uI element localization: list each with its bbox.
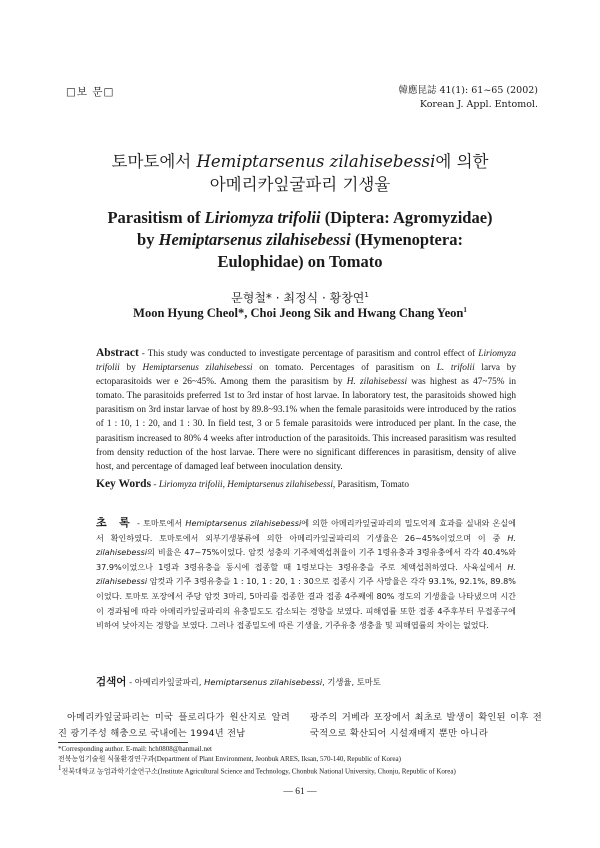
korean-keywords — [96, 674, 526, 689]
korean-keywords-text: - 아메리카잎굴파리, — [126, 677, 205, 687]
korean-abstract-species-short: H. zilahisebessi — [96, 561, 516, 587]
footnotes — [58, 745, 558, 777]
keywords: Key Words - Liriomyza trifolii, Hemiptarsenus zilahisebessi, Parasitism, Tomato — [96, 478, 410, 490]
korean-abstract-text: 에 의한 아메리카잎굴파리의 밀도억제 효과를 실내와 온실에서 확인하였다. 토마토에서 외부기생봉류에 의한 아메리카잎굴파리의 기생율은 26~45%이었으며 이 중 — [96, 518, 517, 543]
abstract-heading: Abstract — [96, 347, 139, 359]
body-left-column: 아메리카잎굴파리는 미국 플로리다가 원산지로 알려진 광기주성 해충으로 국내에는 1994년 전남 — [58, 712, 290, 739]
abstract-text: was highest as 47~75% in tomato. The parasitoids preferred 1st to 3rd instar of host larvae. In laboratory test, the parasitoids showed high parasitism on 3rd instar larvae of host by 89.8~93.1% when the female parasitoids were introduced by the ratios of 1 : 10, 1 : 20, and 1 : 30. In field test, 3 or 5 female parasitoids were introduced per plant. In the case, the parasitism increased to 80% 4 weeks after introduction of the parasitoids. This increased parasitism was resulted from density reduction of the host larvae. There were no significant differences in parasitism, density of alive host, and percentage of damaged leaf between inoculation density. — [96, 377, 516, 472]
authors-en — [0, 306, 600, 321]
abstract-text: - This study was conducted to investigate percentage of parasitism and control effect of — [138, 349, 479, 359]
journal-citation-ko: 韓應昆誌 41(1): 61~65 (2002) — [398, 85, 538, 96]
keyword-parasitoid: Hemiptarsenus zilahisebessi — [227, 480, 333, 490]
body-right-column: 광주의 거베라 포장에서 최초로 발생이 확인된 이후 전국적으로 확산되어 시설재배지 뿐만 아니라 — [310, 712, 542, 739]
title-en-parasitoid: Hemiptarsenus zilahisebessi — [158, 230, 351, 249]
title-en-order: (Diptera: Agromyzidae) — [320, 208, 493, 227]
korean-abstract-text: - 토마토에서 — [133, 518, 186, 528]
abstract — [96, 346, 516, 474]
title-ko-text-end: 에 의한 — [435, 152, 489, 171]
corresponding-author: *Corresponding author. E-mail: hch0808@hanmail.net — [58, 745, 212, 753]
english-title — [0, 207, 600, 273]
korean-abstract-heading: 초 록 — [96, 516, 134, 529]
keywords-rest: , Parasitism, Tomato — [332, 480, 410, 490]
korean-keywords-text: , 기생율, 토마토 — [322, 677, 381, 687]
title-en-by: by — [137, 230, 159, 249]
affiliation-mark: 1 — [364, 291, 369, 299]
authors-ko — [0, 289, 600, 306]
korean-keywords-heading: 검색어 — [96, 676, 127, 688]
abstract-parasitoid: Hemiptarsenus zilahisebessi — [142, 363, 253, 374]
title-en-text: Parasitism of — [107, 208, 205, 227]
abstract-host-short: L. trifolii — [436, 363, 475, 374]
korean-abstract-species-short: H. zilahisebessi — [96, 532, 516, 558]
authors-ko-names: 문형철* · 최정식 · 황창연 — [231, 291, 365, 305]
title-ko-text: 토마토에서 — [111, 152, 197, 171]
keywords-separator: - — [151, 480, 159, 490]
abstract-host: Liriomyza trifolii — [96, 349, 516, 374]
abstract-text: larva by ectoparasitoids wer e 26~45%. Among them the parasitism by — [96, 363, 516, 388]
affiliation-2-text: 전북대학교 농업과학기술연구소(Institute Agricultural Science and Technology, Chonbuk National University, Chonju, Republic of Korea) — [61, 767, 456, 776]
journal-citation-en: Korean J. Appl. Entomol. — [419, 99, 538, 110]
title-ko-species: Hemiptarsenus zilahisebessi — [196, 152, 436, 171]
korean-abstract-text: 암컷과 기주 3령유충을 1 : 10, 1 : 20, 1 : 30으로 접종시 기주 사망율은 각각 93.1%, 92.1%, 89.8% 이었다. 토마토 포장에서 주당 암컷 3마리, 5마리를 접종한 결과 접종 4주째에 80% 정도의 기생율을 나타냈으며 시간이 경과됨에 따라 아메리카잎굴파리의 유충밀도도 감소되는 경향을 보였다. 피해엽률 또한 접종 4주후부터 무접종구에 비하여 낮아지는 경향을 보였다. 그러나 접종밀도에 따른 기생율, 기주유충 생충율 및 피해엽률의 차이는 없었다. — [96, 576, 516, 631]
keywords-heading: Key Words — [96, 478, 152, 490]
korean-title — [0, 150, 600, 196]
authors-en-names: Moon Hyung Cheol*, Choi Jeong Sik and Hwang Chang Yeon — [133, 306, 464, 321]
affiliation-mark: 1 — [58, 764, 62, 772]
page-number: — 61 — — [283, 787, 317, 797]
affiliation-2 — [58, 764, 558, 777]
title-en-line3: Eulophidae) on Tomato — [217, 252, 383, 271]
korean-abstract — [96, 516, 516, 633]
affiliation-1: 전북농업기술원 식물환경연구과(Department of Plant Environment, Jeonbuk ARES, Iksan, 570-140, Republic of Korea) — [58, 754, 401, 763]
journal-reference — [398, 84, 538, 112]
article-type-label: □보 문□ — [66, 86, 115, 98]
affiliation-mark: 1 — [463, 306, 467, 314]
title-en-order2: (Hymenoptera: — [350, 230, 463, 249]
footnote-divider — [58, 742, 188, 743]
abstract-text: on tomato. Percentages of parasitism on — [252, 363, 437, 374]
keyword-host: Liriomyza trifolii — [158, 480, 223, 490]
abstract-text: by — [119, 363, 143, 374]
title-en-host: Liriomyza trifolii — [204, 208, 321, 227]
title-ko-line2: 아메리카잎굴파리 기생율 — [209, 175, 391, 194]
korean-keywords-species: Hemiptarsenus zilahisebessi — [204, 677, 323, 687]
abstract-parasitoid-short: H. zilahisebessi — [346, 377, 408, 388]
korean-abstract-text: 의 비율은 47~75%이었다. 암컷 성충의 기주체액섭취율이 기주 1령유충과 3령유충에서 각각 40.4%와 37.9%이었으나 1령과 3령유충을 동시에 접종할 때 1령보다는 3령유충을 주로 체액섭취하였다. 사육실에서 — [96, 547, 516, 572]
korean-abstract-species: Hemiptarsenus zilahisebessi — [185, 518, 302, 528]
